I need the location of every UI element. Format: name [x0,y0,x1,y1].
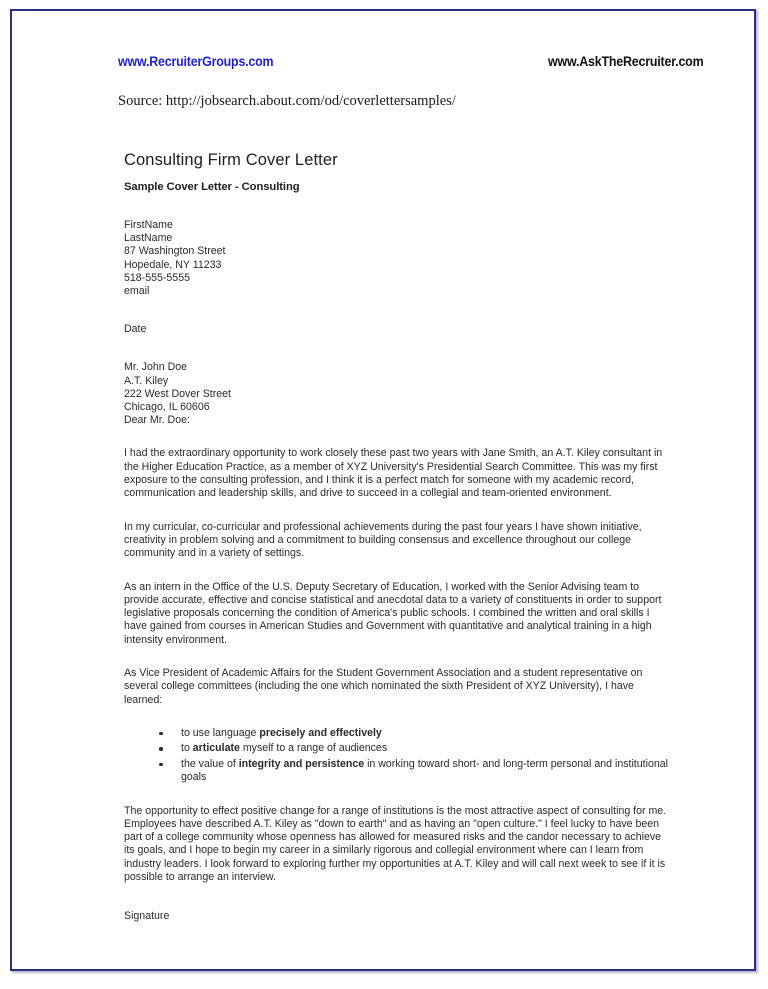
list-item [157,742,669,755]
sender-address-block [124,219,669,298]
scanned-page-frame [10,9,756,971]
closing-paragraph: The opportunity to effect positive change for a range of institutions is the most attractive aspect of consulting for me. Employees have described A.T. Kiley as "down to earth" and as having an "open culture." I feel lucky to have been part of a college community whose openness has allowed for measured risks and the candor necessary to achieve its goals, and I hope to begin my career in a similarly rigorous and collegial environment where can I learn from industry leaders. I look forward to exploring further my opportunities at A.T. Kiley and will call next week to see if it is possible to arrange an interview. [124,804,667,883]
body-paragraph-1: I had the extraordinary opportunity to work closely these past two years with Jane Smith, an A.T. Kiley consultant in the Higher Education Practice, as a member of XYZ University's Presidential Search Committee. This was my first exposure to the consulting profession, and I think it is a perfect match for someone with my academic record, communication and leadership skills, and drive to succeed in a collegial and team-oriented environment. [124,447,663,500]
spacer-before-date [124,298,669,323]
sender-email: email [124,285,150,298]
body-paragraph-4: As Vice President of Academic Affairs for the Student Government Association and a student representative on several college committees (including the one which nominated the sixth President of XYZ University), I have learned: [124,667,643,706]
sender-street: 87 Washington Street [124,245,226,258]
recruiter-groups-url: www.RecruiterGroups.com [118,54,274,69]
letter-date: Date [124,323,147,336]
cover-letter [124,151,669,924]
recipient-street: 222 West Dover Street [124,387,231,400]
ask-the-recruiter-url: www.AskTheRecruiter.com [548,54,704,69]
body-paragraph-3: As an intern in the Office of the U.S. Deputy Secretary of Education, I worked with the Senior Advising team to provide accurate, effective and concise statistical and anecdotal data to a variety of constituents in order to support legislative proposals concerning the condition of America's public schools. I combined the written and oral skills I have gained from courses in American Studies and Government with quantitative and analytical training in a high intensity environment. [124,580,662,646]
recipient-address-block [124,361,669,427]
sender-phone: 518-555-5555 [124,271,190,284]
recipient-city-state-zip: Chicago, IL 60606 [124,401,210,414]
recipient-company: A.T. Kiley [124,374,169,387]
bullet-text-post: myself to a range of audiences [239,742,388,755]
source-line: Source: http://jobsearch.about.com/od/coverlettersamples/ [118,93,456,109]
recipient-name: Mr. John Doe [124,361,188,374]
learned-bullet-list [124,727,669,785]
body-paragraph-2: In my curricular, co-curricular and professional achievements during the past four years I have shown initiative, creativity in problem solving and a commitment to building consensus and excellence throughout our college community and in a variety of settings. [124,520,642,560]
bullet-text-bold: integrity and persistence [238,757,365,770]
page-title: Consulting Firm Cover Letter [124,151,338,169]
bullet-text-pre: to use language [181,726,260,739]
page-subtitle: Sample Cover Letter - Consulting [124,181,300,193]
bullet-text-bold: precisely and effectively [259,726,382,739]
recipient-salutation: Dear Mr. Doe: [124,414,190,427]
sender-last-name: LastName [124,232,173,245]
bullet-text-bold: articulate [192,742,240,755]
bullet-text-pre: to [181,742,193,755]
spacer-before-recipient [124,336,669,361]
banner [12,54,754,76]
list-item [157,758,669,785]
bullet-text-post: in working toward short- and long-term personal and institutional goals [181,757,668,784]
list-item [157,727,669,740]
sender-first-name: FirstName [124,219,173,231]
bullet-text-pre: the value of [181,757,239,770]
signature-label: Signature [124,910,170,923]
page-content [12,11,754,969]
sender-city-state-zip: Hopedale, NY 11233 [124,258,222,271]
